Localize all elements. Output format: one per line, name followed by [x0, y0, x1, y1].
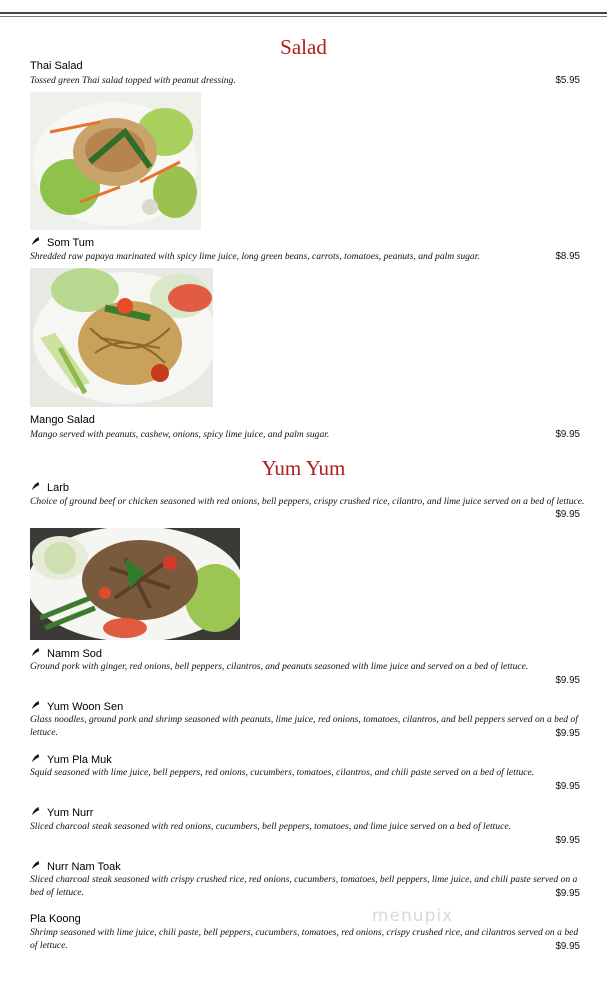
menu-item-name-yum-nurr: Yum Nurr: [30, 806, 93, 820]
menu-item-price-nurr-nam-toak: $9.95: [555, 888, 580, 899]
top-rule: [0, 12, 607, 14]
menu-item-name-yum-pla-muk: Yum Pla Muk: [30, 753, 112, 767]
menu-item-description-nurr-nam-toak: Sliced charcoal steak seasoned with crispy crushed rice, red onions, cucumbers, tomatoes, bell peppers, lime juice, and chili paste served on a bed of lettuce.: [30, 874, 578, 899]
chili-pepper-icon: [30, 806, 41, 817]
chili-pepper-icon: [30, 481, 41, 492]
menu-item-name-larb: Larb: [30, 481, 69, 495]
menupix-watermark: menupix: [372, 906, 454, 926]
chili-pepper-icon: [30, 236, 41, 247]
section-title-salad: Salad: [280, 35, 327, 59]
menu-item-description-larb: Choice of ground beef or chicken seasoned with red onions, bell peppers, crispy crushed rice, cilantro, and lime juice served on a bed of lettuce.: [30, 496, 585, 507]
chili-pepper-icon: [30, 700, 41, 711]
menu-item-description-yum-nurr: Sliced charcoal steak seasoned with red onions, cucumbers, bell peppers, tomatoes, and lime juice served on a bed of lettuce.: [30, 821, 512, 832]
chili-pepper-icon: [30, 860, 41, 871]
menu-item-description-yum-pla-muk: Squid seasoned with lime juice, bell peppers, red onions, cucumbers, tomatoes, cilantros, and chili paste served on a bed of lettuce.: [30, 767, 535, 778]
larb-photo: [30, 528, 240, 640]
menu-item-price-pla-koong: $9.95: [555, 941, 580, 952]
thai-salad-photo: [30, 92, 201, 230]
menu-item-price-yum-nurr: $9.95: [555, 835, 580, 846]
menu-item-description-yum-woon-sen: Glass noodles, ground pork and shrimp seasoned with peanuts, lime juice, red onions, tomatoes, cilantros, and bell peppers served on a bed of lettuce.: [30, 714, 578, 739]
menu-item-description-namm-sod: Ground pork with ginger, red onions, bell peppers, cilantros, and peanuts seasoned with lime juice and served on a bed of lettuce.: [30, 661, 529, 672]
menu-item-price-yum-woon-sen: $9.95: [555, 728, 580, 739]
chili-pepper-icon: [30, 753, 41, 764]
menu-item-name-pla-koong: Pla Koong: [30, 913, 81, 925]
menu-item-price-som-tum: $8.95: [555, 251, 580, 262]
menu-item-description-pla-koong: Shrimp seasoned with lime juice, chili paste, bell peppers, cucumbers, tomatoes, red onions, crispy crushed rice, and cilantros served on a bed of lettuce.: [30, 927, 579, 952]
menu-item-name-thai-salad: Thai Salad: [30, 60, 83, 72]
menu-item-name-mango-salad: Mango Salad: [30, 414, 95, 426]
menu-item-name-som-tum: Som Tum: [30, 236, 94, 250]
menu-item-description-som-tum: Shredded raw papaya marinated with spicy lime juice, long green beans, carrots, tomatoes, peanuts, and palm sugar.: [30, 251, 480, 262]
menu-item-price-thai-salad: $5.95: [555, 75, 580, 86]
menu-item-price-mango-salad: $9.95: [555, 429, 580, 440]
top-rule-thin: [0, 16, 607, 17]
chili-pepper-icon: [30, 647, 41, 658]
menu-item-name-nurr-nam-toak: Nurr Nam Toak: [30, 860, 121, 874]
som-tum-photo: [30, 268, 213, 407]
menu-item-description-mango-salad: Mango served with peanuts, cashew, onions, spicy lime juice, and palm sugar.: [30, 429, 330, 440]
menu-item-name-yum-woon-sen: Yum Woon Sen: [30, 700, 123, 714]
menu-item-description-thai-salad: Tossed green Thai salad topped with peanut dressing.: [30, 75, 236, 86]
menu-item-price-yum-pla-muk: $9.95: [555, 781, 580, 792]
menu-item-name-namm-sod: Namm Sod: [30, 647, 102, 661]
menu-item-price-larb: $9.95: [555, 509, 580, 520]
section-title-yum-yum: Yum Yum: [261, 456, 346, 480]
menu-item-price-namm-sod: $9.95: [555, 675, 580, 686]
